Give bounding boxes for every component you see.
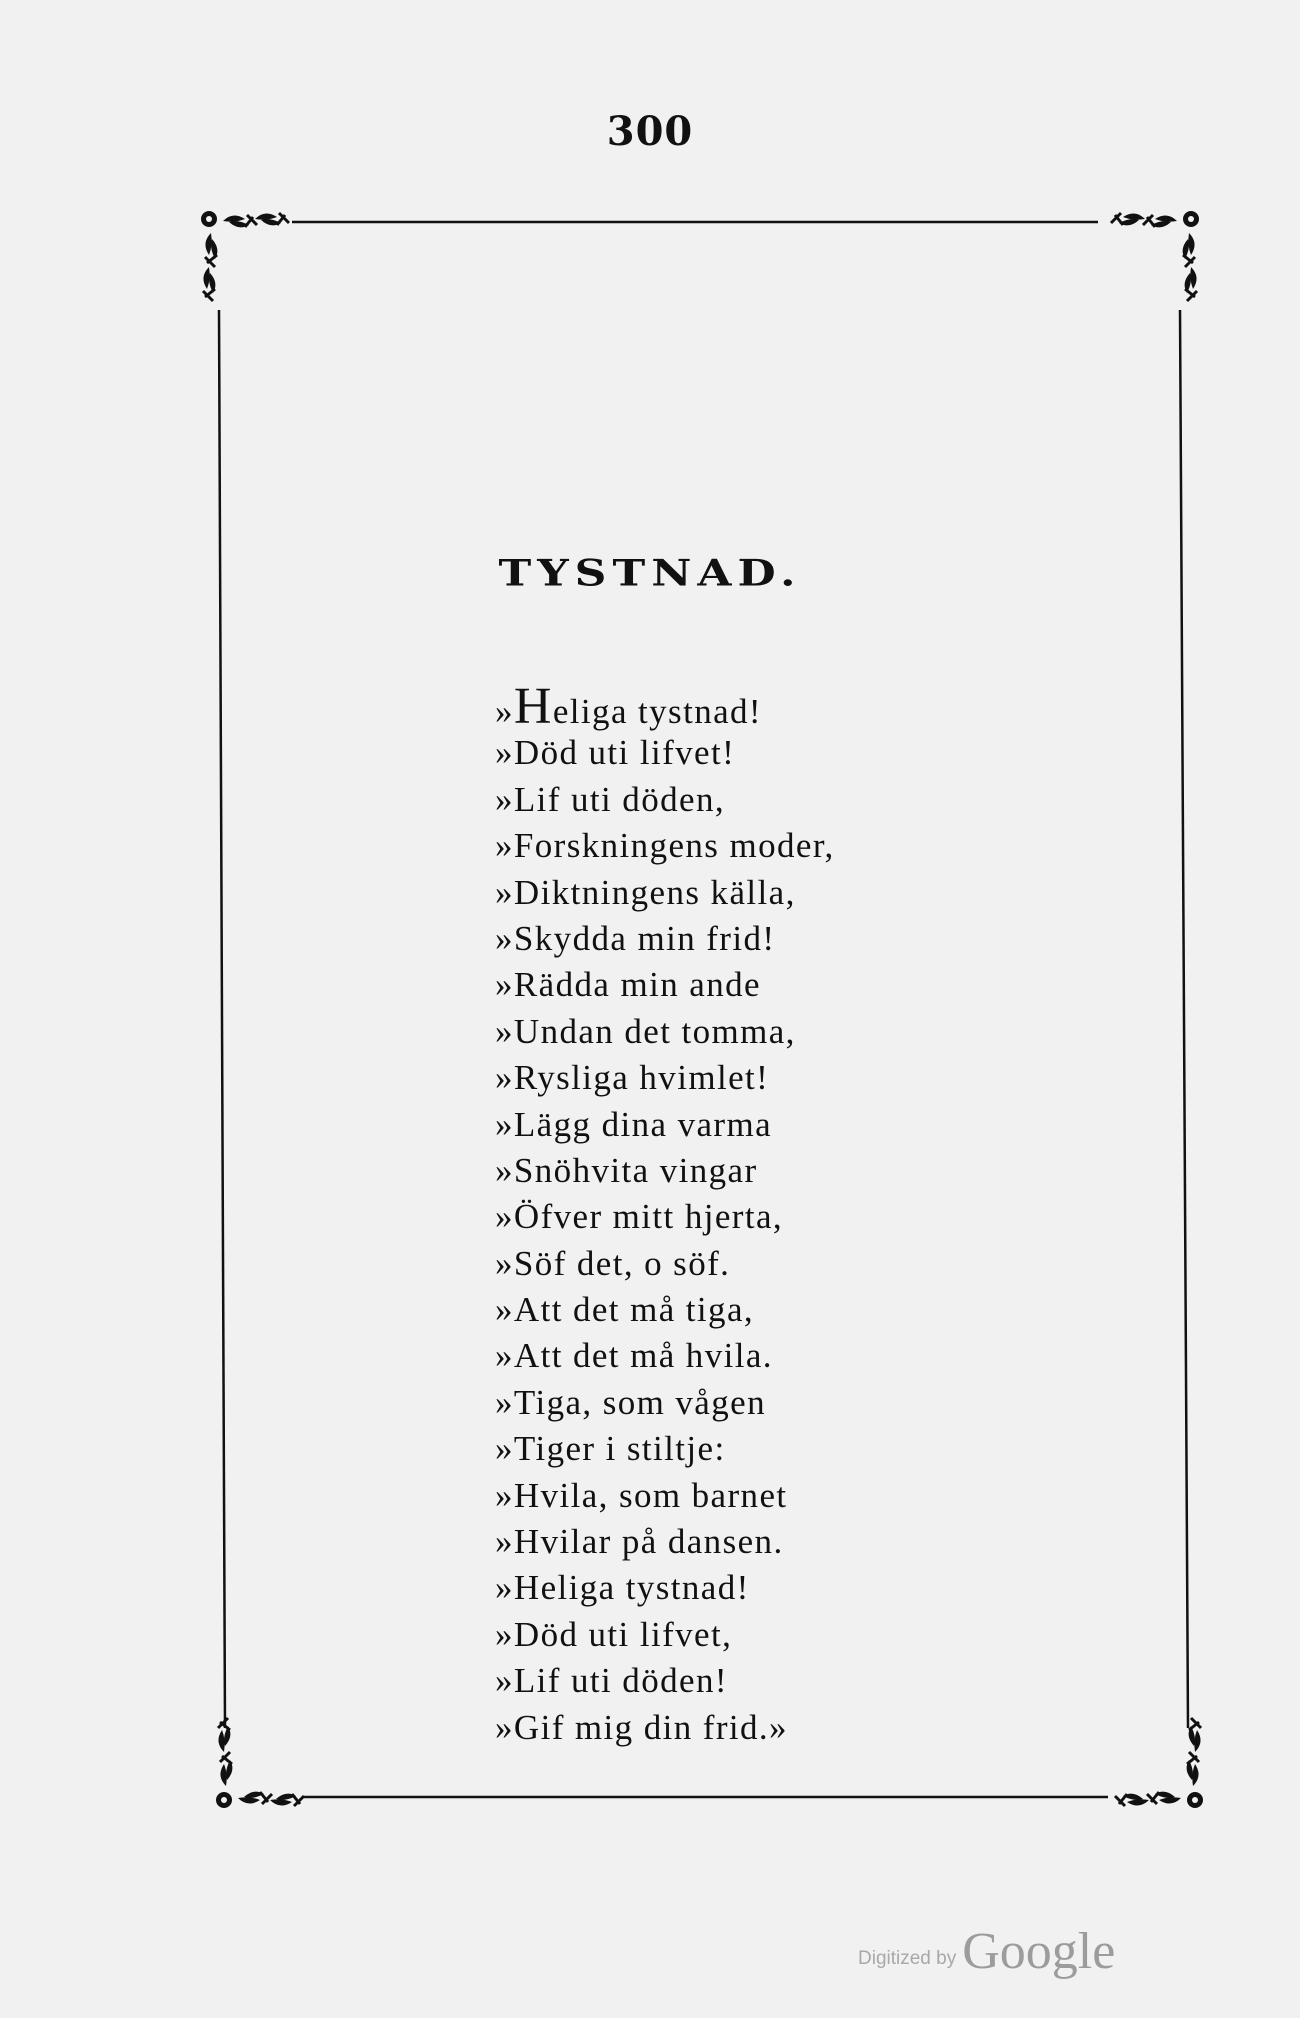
corner-ornament-bottom-right <box>1115 1718 1203 1808</box>
poem-line: »Gif mig din frid.» <box>495 1707 788 1747</box>
poem-line: »Att det må hvila. <box>495 1336 773 1376</box>
poem-line: »Söf det, o söf. <box>495 1243 731 1283</box>
poem-line: »Skydda min frid! <box>495 918 776 958</box>
corner-ornament-top-left <box>201 211 289 301</box>
poem-line: »Heliga tystnad! <box>495 678 762 735</box>
poem-line: »Lif uti döden, <box>495 779 725 819</box>
page-number: 300 <box>606 108 694 155</box>
corner-ornament-bottom-left <box>216 1718 304 1808</box>
poem-line: »Forskningens moder, <box>495 826 835 866</box>
poem-body <box>495 678 835 1751</box>
poem-line: »Tiger i stiltje: <box>495 1429 726 1469</box>
poem-line: »Snöhvita vingar <box>495 1150 758 1190</box>
poem-line: »Lif uti döden! <box>495 1661 728 1701</box>
poem-line: »Att det må tiga, <box>495 1290 755 1330</box>
poem-line: »Tiga, som vågen <box>495 1382 766 1422</box>
poem-line: »Död uti lifvet, <box>495 1614 733 1654</box>
poem-line: »Diktningens källa, <box>495 872 796 912</box>
poem-line: »Död uti lifvet! <box>495 733 736 773</box>
digitized-watermark <box>858 1922 1115 1981</box>
poem-line: »Heliga tystnad! <box>495 1568 750 1608</box>
poem-line: »Undan det tomma, <box>495 1011 796 1051</box>
watermark-brand: Google <box>962 1923 1116 1980</box>
poem-title: TYSTNAD. <box>498 552 802 595</box>
poem-line: »Öfver mitt hjerta, <box>495 1197 784 1237</box>
corner-ornament-top-right <box>1111 211 1199 301</box>
poem-line: »Rysliga hvimlet! <box>495 1058 770 1098</box>
poem-line: »Hvilar på dansen. <box>495 1522 784 1562</box>
poem-line: »Hvila, som barnet <box>495 1475 788 1515</box>
poem-line: »Lägg dina varma <box>495 1104 773 1144</box>
watermark-prefix: Digitized by <box>858 1948 957 1969</box>
poem-line: »Rädda min ande <box>495 965 761 1005</box>
